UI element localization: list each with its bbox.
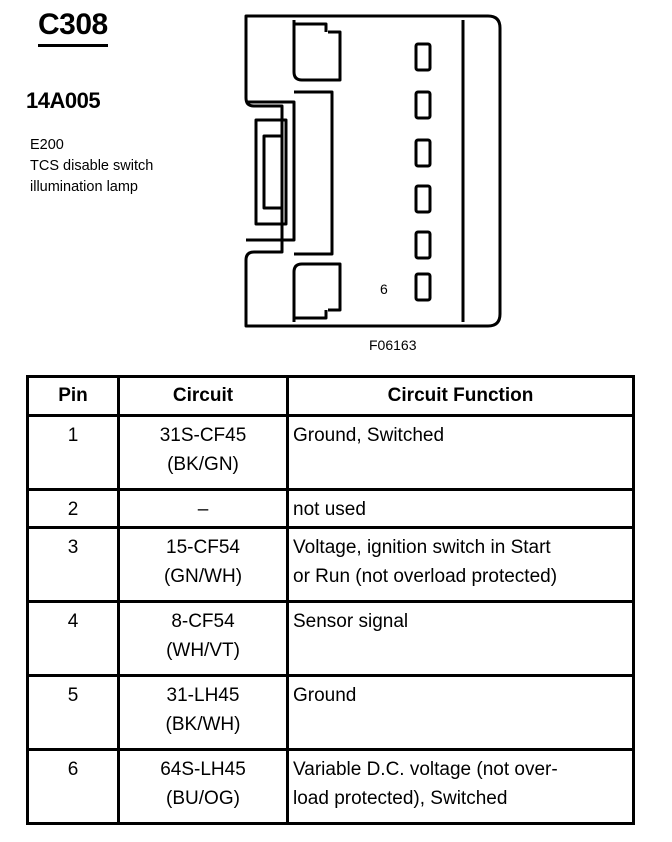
function-text: load protected), Switched bbox=[293, 788, 508, 809]
function-text: Sensor signal bbox=[293, 611, 409, 632]
circuit-cell bbox=[119, 602, 288, 676]
pin-slot bbox=[416, 232, 430, 258]
table-row bbox=[28, 490, 634, 528]
function-text: Voltage, ignition switch in Start bbox=[293, 537, 551, 558]
pin-cell: 1 bbox=[28, 416, 119, 490]
wire-color: (BK/WH) bbox=[165, 714, 241, 735]
wire-color: (WH/VT) bbox=[166, 640, 240, 661]
connector-face-diagram bbox=[236, 10, 506, 330]
table-row bbox=[28, 676, 634, 750]
function-cell bbox=[288, 602, 634, 676]
function-cell bbox=[288, 528, 634, 602]
circuit-number: 15-CF54 bbox=[166, 537, 240, 558]
circuit-number: 31-LH45 bbox=[166, 685, 240, 706]
pin-cell: 5 bbox=[28, 676, 119, 750]
pin-slot bbox=[416, 274, 430, 300]
circuit-cell bbox=[119, 416, 288, 490]
description-line: E200 bbox=[30, 137, 64, 153]
function-cell bbox=[288, 490, 634, 528]
table-row bbox=[28, 750, 634, 824]
pin-number-label: 6 bbox=[380, 281, 388, 297]
pin-slot bbox=[416, 140, 430, 166]
function-cell bbox=[288, 676, 634, 750]
column-header-pin: Pin bbox=[28, 377, 119, 416]
pin-cell: 3 bbox=[28, 528, 119, 602]
figure-id: F06163 bbox=[369, 337, 417, 353]
function-cell bbox=[288, 416, 634, 490]
pin-slot bbox=[416, 186, 430, 212]
function-text: Variable D.C. voltage (not over- bbox=[293, 759, 558, 780]
wire-color: (BU/OG) bbox=[166, 788, 240, 809]
bottom-latch bbox=[294, 264, 340, 322]
table-row bbox=[28, 528, 634, 602]
pin-cell: 6 bbox=[28, 750, 119, 824]
circuit-cell bbox=[119, 528, 288, 602]
description-line: TCS disable switch bbox=[30, 158, 154, 174]
function-cell bbox=[288, 750, 634, 824]
function-text: Ground, Switched bbox=[293, 425, 445, 446]
pin-slot bbox=[416, 44, 430, 70]
circuit-number: 64S-LH45 bbox=[160, 759, 246, 780]
pinout-table bbox=[26, 375, 635, 825]
circuit-number: 31S-CF45 bbox=[159, 425, 247, 446]
table-row bbox=[28, 416, 634, 490]
top-latch bbox=[294, 20, 340, 80]
column-header-function: Circuit Function bbox=[288, 377, 634, 416]
table-header-row bbox=[28, 377, 634, 416]
function-text: Ground bbox=[293, 685, 357, 706]
table-row bbox=[28, 602, 634, 676]
circuit-cell bbox=[119, 490, 288, 528]
wire-color: (GN/WH) bbox=[163, 566, 243, 587]
wire-color: (BK/GN) bbox=[167, 454, 239, 475]
pin-cell: 2 bbox=[28, 490, 119, 528]
circuit-cell bbox=[119, 750, 288, 824]
description-line: illumination lamp bbox=[30, 179, 138, 195]
function-text: not used bbox=[293, 499, 366, 520]
connector-id: C308 bbox=[38, 8, 108, 47]
function-text: or Run (not overload protected) bbox=[293, 566, 558, 587]
column-header-circuit: Circuit bbox=[119, 377, 288, 416]
pin-slot bbox=[416, 92, 430, 118]
circuit-number: – bbox=[197, 499, 209, 520]
circuit-number: 8-CF54 bbox=[171, 611, 235, 632]
connector-description bbox=[30, 135, 153, 198]
circuit-cell bbox=[119, 676, 288, 750]
pin-cell: 4 bbox=[28, 602, 119, 676]
part-number: 14A005 bbox=[26, 88, 101, 113]
